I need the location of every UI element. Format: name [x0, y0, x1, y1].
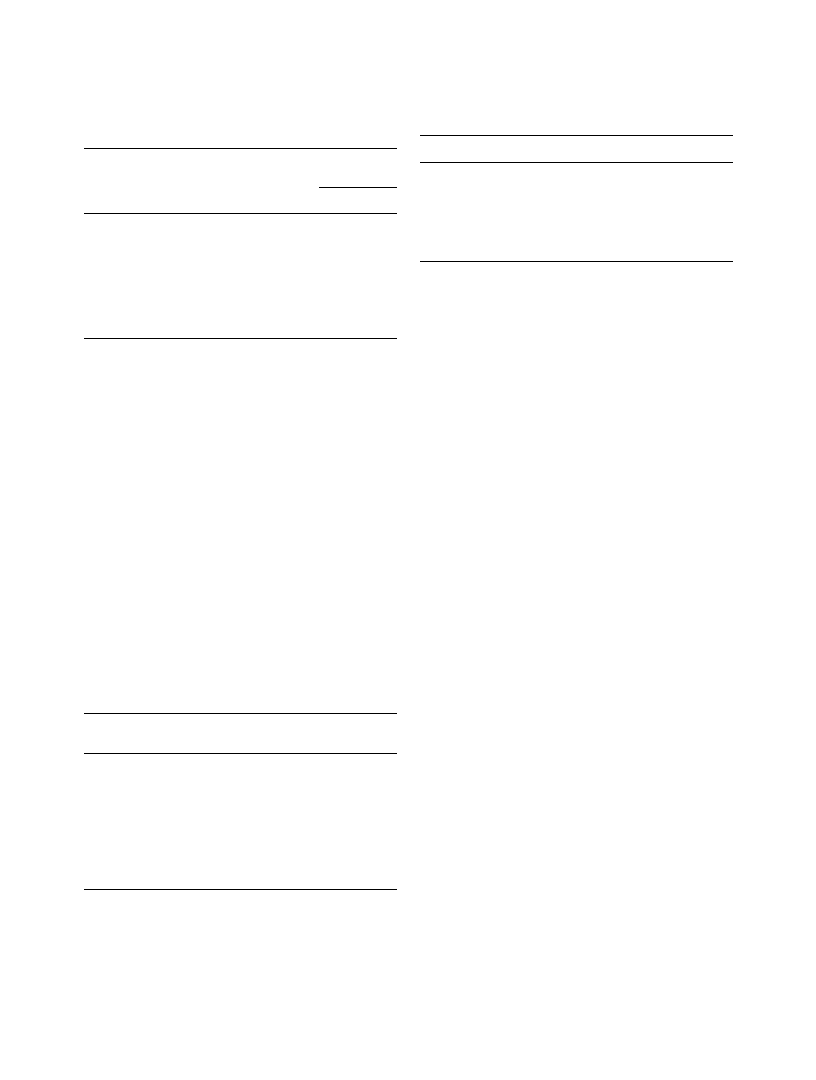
table-a-header-rule	[84, 213, 397, 214]
table-a	[84, 148, 397, 340]
table-c-bottom-rule	[420, 261, 733, 262]
right-column	[420, 0, 733, 1080]
table-b	[84, 713, 397, 893]
table-a-bottom-rule	[84, 338, 397, 339]
table-a-top-rule	[84, 148, 397, 149]
table-c	[420, 135, 733, 265]
table-b-top-rule	[84, 713, 397, 714]
table-c-header-rule	[420, 162, 733, 163]
table-a-header-subrule	[319, 187, 397, 188]
left-column	[84, 0, 397, 1080]
table-b-header-rule	[84, 753, 397, 754]
table-c-top-rule	[420, 135, 733, 136]
table-b-bottom-rule	[84, 889, 397, 890]
